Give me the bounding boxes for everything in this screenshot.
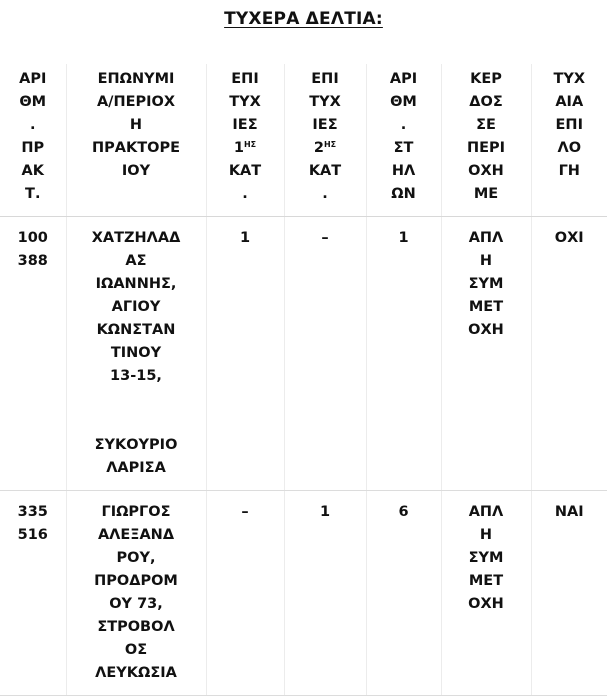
table-row [0, 491, 607, 696]
cell-text: ΣΤΡΟΒΟΛ [97, 619, 175, 635]
header-text: ΙΕΣ [232, 117, 258, 133]
cell-text: ΛΕΥΚΩΣΙΑ [95, 665, 177, 681]
header-text: ΤΥΧ [309, 94, 341, 110]
header-wins-2nd [284, 64, 366, 217]
header-text: ΩΝ [391, 186, 416, 202]
cell-text: ΜΕΤ [468, 573, 504, 589]
header-text: ΕΠΙ [231, 71, 259, 87]
header-text: ΘΜ [390, 94, 417, 110]
winning-tickets-table [0, 64, 607, 696]
header-text: ΘΜ [19, 94, 47, 110]
cell-wins-1st: 1 [206, 217, 284, 491]
cell-text: 388 [17, 253, 48, 269]
cell-text: ΑΠΛ [468, 504, 504, 520]
page-title [0, 9, 607, 29]
header-text: ΤΥΧ [553, 71, 586, 87]
cell-columns-count: 1 [366, 217, 441, 491]
header-text: ΠΡ [21, 140, 45, 156]
cell-text: ΓΙΩΡΓΟΣ [101, 504, 171, 520]
cell-text: ΣΥΜ [468, 550, 504, 566]
line-gap [72, 388, 201, 434]
cell-text: ΠΡΟΔΡΟΜ [94, 573, 178, 589]
cell-text: ΑΠΛ [468, 230, 504, 246]
cell-wins-2nd: 1 [284, 491, 366, 696]
header-text: ΑΡΙ [389, 71, 418, 87]
cell-text: ΤΙΝΟΥ [110, 345, 162, 361]
cell-text: ΚΩΝΣΤΑΝ [96, 322, 176, 338]
cell-text: ΑΓΙΟΥ [111, 299, 161, 315]
header-text: ΔΟΣ [469, 94, 503, 110]
cell-text: 516 [17, 527, 48, 543]
cell-text: 335 [17, 504, 48, 520]
page-title-text: ΤΥΧΕΡΑ ΔΕΛΤΙΑ: [224, 9, 383, 29]
header-text: Α/ΠΕΡΙΟΧ [96, 94, 176, 110]
header-text: ΜΕ [473, 186, 499, 202]
cell-agency-no [0, 217, 66, 491]
header-ordinal-number: 2 [313, 140, 324, 156]
cell-text: ΙΩΑΝΝΗΣ, [95, 276, 177, 292]
header-ordinal-suffix: ΗΣ [323, 140, 337, 149]
cell-agency-name [66, 491, 206, 696]
header-text: ΛΟ [557, 140, 582, 156]
header-text: ΑΙΑ [555, 94, 584, 110]
header-text: ΚΑΤ [308, 163, 342, 179]
table-row [0, 217, 607, 491]
header-text: ΕΠΙ [555, 117, 583, 133]
cell-text: ΟΥ 73, [109, 596, 163, 612]
cell-random-pick: ΝΑΙ [531, 491, 607, 696]
cell-columns-count: 6 [366, 491, 441, 696]
table-header [0, 64, 607, 217]
header-text: ΠΡΑΚΤΟΡΕ [92, 140, 180, 156]
header-ordinal-number: 1 [233, 140, 244, 156]
cell-text: ΟΧΗ [468, 322, 504, 338]
header-text: ΟΧΗ [468, 163, 504, 179]
cell-text: 100 [17, 230, 48, 246]
header-text: Η [129, 117, 143, 133]
header-row [0, 64, 607, 217]
cell-winnings-type [441, 491, 531, 696]
header-ordinal [212, 137, 279, 160]
header-text: ΕΠΩΝΥΜΙ [97, 71, 175, 87]
header-text: ΚΑΤ [228, 163, 262, 179]
header-agency-no [0, 64, 66, 217]
cell-wins-2nd: – [284, 217, 366, 491]
cell-text: ΣΥΜ [468, 276, 504, 292]
cell-random-pick: ΟΧΙ [531, 217, 607, 491]
header-text: ΑΚ [21, 163, 44, 179]
header-columns-count [366, 64, 441, 217]
header-ordinal-suffix: ΗΣ [243, 140, 257, 149]
cell-text: ΧΑΤΖΗΛΑΔ [91, 230, 181, 246]
cell-text: Η [479, 527, 493, 543]
cell-text: 13-15, [110, 368, 162, 384]
cell-text: ΡΟΥ, [116, 550, 156, 566]
header-text: . [242, 186, 248, 202]
cell-text: ΑΛΕΞΑΝΔ [97, 527, 175, 543]
header-text: ΚΕΡ [470, 71, 502, 87]
header-text: Τ. [25, 186, 41, 202]
header-text: . [29, 117, 36, 133]
header-text: ΕΠΙ [311, 71, 339, 87]
header-text: ΤΥΧ [229, 94, 261, 110]
header-ordinal [290, 137, 361, 160]
cell-text: ΜΕΤ [468, 299, 504, 315]
cell-text: ΑΣ [125, 253, 147, 269]
cell-wins-1st: – [206, 491, 284, 696]
header-text: ΠΕΡΙ [466, 140, 506, 156]
header-text: . [322, 186, 328, 202]
header-wins-1st [206, 64, 284, 217]
table-body [0, 217, 607, 696]
cell-text: ΟΧΗ [468, 596, 504, 612]
cell-agency-no [0, 491, 66, 696]
header-text: ΙΟΥ [121, 163, 151, 179]
header-text: . [400, 117, 407, 133]
header-winnings-type [441, 64, 531, 217]
cell-winnings-type [441, 217, 531, 491]
cell-text: Η [479, 253, 493, 269]
cell-text: ΛΑΡΙΣΑ [106, 460, 166, 476]
header-random-pick [531, 64, 607, 217]
header-text: ΣΤ [393, 140, 414, 156]
header-text: ΑΡΙ [19, 71, 47, 87]
cell-text: ΣΥΚΟΥΡΙΟ [94, 437, 178, 453]
cell-text: ΟΣ [124, 642, 148, 658]
header-text: ΓΗ [558, 163, 580, 179]
header-text: ΙΕΣ [312, 117, 338, 133]
cell-agency-name [66, 217, 206, 491]
header-text: ΗΛ [391, 163, 416, 179]
header-text: ΣΕ [476, 117, 496, 133]
header-agency-name [66, 64, 206, 217]
